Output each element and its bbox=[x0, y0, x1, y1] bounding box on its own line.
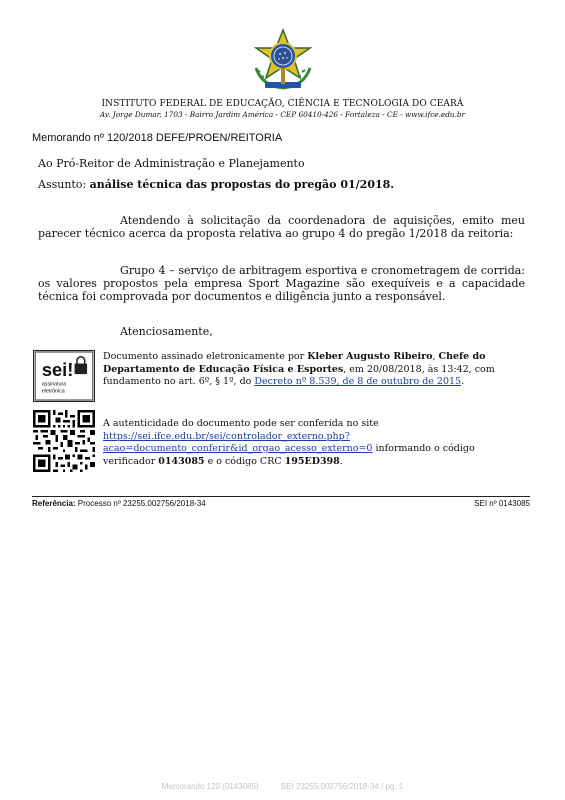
coat-of-arms-emblem bbox=[250, 28, 316, 94]
svg-text:assinatura: assinatura bbox=[41, 381, 67, 388]
decree-link[interactable]: Decreto nº 8.539, de 8 de outubro de 2015 bbox=[254, 376, 462, 387]
verification-text-before: A autenticidade do documento pode ser conferida no site bbox=[103, 418, 379, 429]
body-paragraph-2: Grupo 4 – serviço de arbitragem esportiva e cronometragem de corrida: os valores propostos pela empresa Sport Magazine são exequíveis e a capacidade técnica foi comprovada por documentos e diligência junto a responsável. bbox=[38, 264, 525, 303]
verifier-code: 0143085 bbox=[158, 455, 205, 467]
reference-label: Referência: bbox=[32, 499, 76, 508]
memo-identifier: Memorando nº 120/2018 DEFE/PROEN/REITORIA bbox=[32, 132, 283, 144]
signature-comma: , bbox=[432, 351, 439, 362]
body-paragraph-1: Atendendo à solicitação da coordenadora de aquisições, emito meu parecer técnico acerca da proposta relativa ao grupo 4 do pregão 1/2018 da reitoria: bbox=[38, 214, 525, 240]
verification-text-end: . bbox=[339, 455, 343, 467]
reference-divider bbox=[32, 496, 530, 497]
closing-line: Atenciosamente, bbox=[120, 325, 213, 338]
verification-text-crc: e o código CRC bbox=[204, 455, 285, 467]
sei-logo-text: sei! bbox=[41, 359, 74, 380]
signature-text-middle: , em 20/08/2018, às 13:42, com fundamento no art. 6º, § 1º, do bbox=[103, 363, 495, 387]
institution-address: Av. Jorge Dumar, 1703 - Bairro Jardim América - CEP 60410-426 - Fortaleza - CE - www.ifce.edu.br bbox=[99, 110, 466, 119]
verification-statement bbox=[103, 418, 528, 468]
signer-name: Kleber Augusto Ribeiro bbox=[307, 351, 433, 362]
page-footer: Memorando 120 (0143085) SEI 23255.002756/2018-34 / pg. 1 bbox=[161, 782, 404, 791]
subject-line bbox=[38, 178, 394, 191]
subject-label: Assunto: bbox=[38, 178, 90, 191]
sei-signature-logo bbox=[33, 350, 95, 402]
reference-sei-number: SEI nº 0143085 bbox=[474, 499, 530, 508]
signature-text-end: . bbox=[461, 376, 465, 387]
svg-text:eletrônica: eletrônica bbox=[41, 388, 65, 395]
signature-statement bbox=[103, 351, 528, 389]
institution-name: INSTITUTO FEDERAL DE EDUCAÇÃO, CIÊNCIA E TECNOLOGIA DO CEARÁ bbox=[101, 99, 464, 109]
verification-url-link[interactable]: https://sei.ifce.edu.br/sei/controlador_externo.php?acao=documento_conferir&id_orgao_acesso_externo=0 bbox=[103, 430, 373, 454]
qr-code bbox=[33, 410, 95, 472]
reference-process-number: Processo nº 23255.002756/2018-34 bbox=[75, 499, 206, 508]
subject-text: análise técnica das propostas do pregão 01/2018. bbox=[89, 178, 395, 191]
reference-process bbox=[32, 499, 206, 508]
signer-role: Chefe do Departamento de Educação Física e Esportes bbox=[103, 351, 486, 375]
crc-code: 195ED398 bbox=[284, 455, 340, 467]
addressee-line: Ao Pró-Reitor de Administração e Planejamento bbox=[38, 157, 305, 170]
signature-text-before: Documento assinado eletronicamente por bbox=[103, 351, 308, 362]
verification-text-middle: informando o código verificador bbox=[103, 443, 475, 467]
